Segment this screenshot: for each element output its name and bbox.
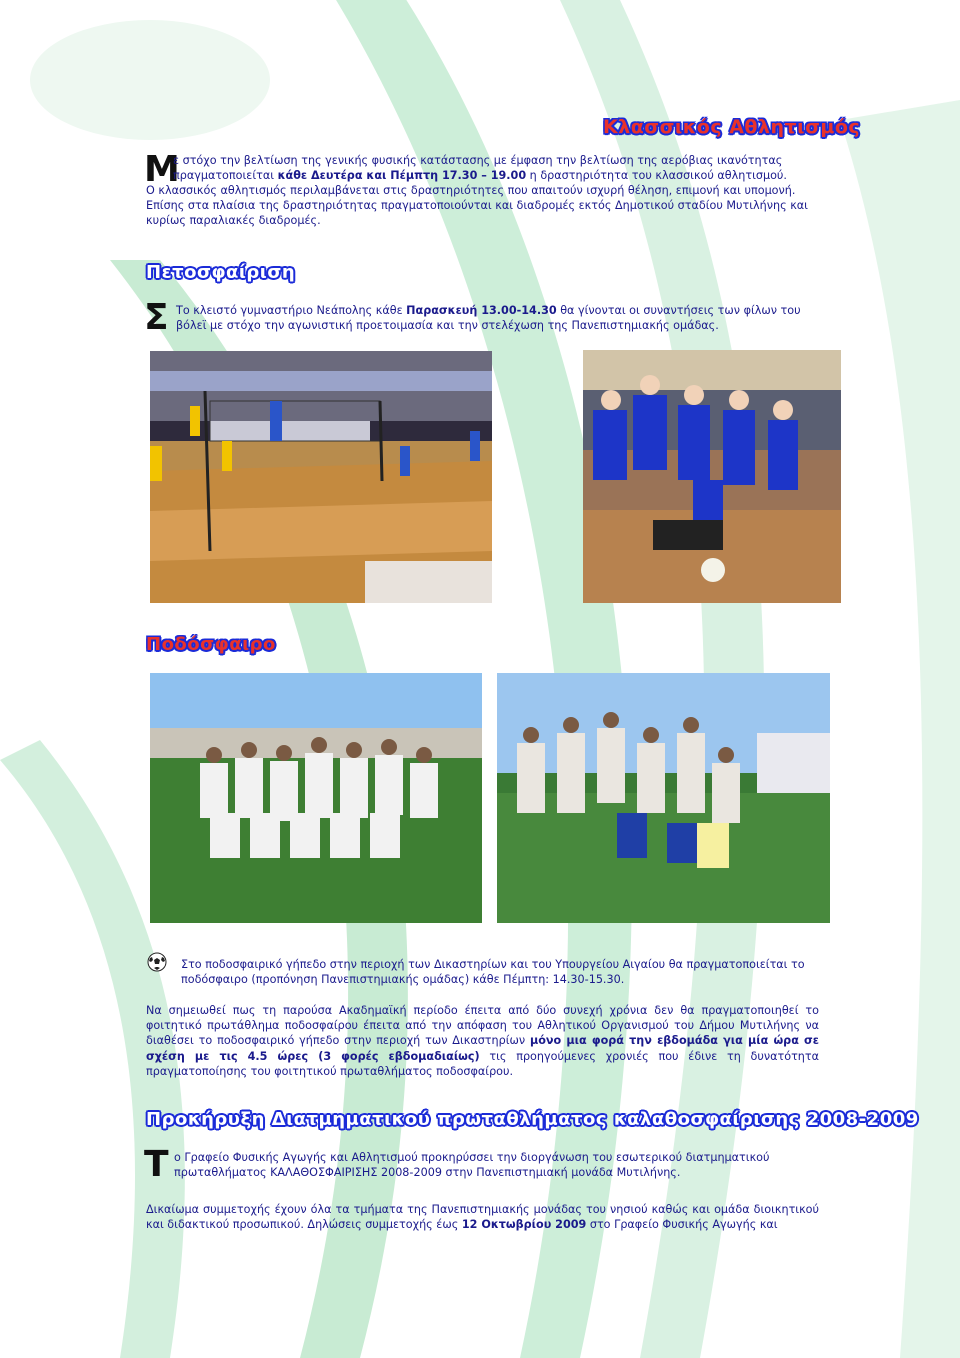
football-team-photo: [150, 673, 482, 923]
classic-paragraph-line2: πραγματοποιείται κάθε Δευτέρα και Πέμπτη 17.30 – 19.00 η δραστηριότητα του κλασσικού αθλητισμού.: [173, 169, 787, 182]
classic-paragraph-line5: κυρίως παραλιακές διαδρομές.: [146, 214, 321, 227]
volleyball-match-photo: [150, 351, 492, 603]
classic-paragraph-line3: Ο κλασσικός αθλητισμός περιλαμβάνεται στις δραστηριότητες που απαιτούν ισχυρή θέληση, επιμονή και υπομονή.: [146, 184, 796, 197]
basketball-paragraph-line1: ο Γραφείο Φυσικής Αγωγής και Αθλητισμού προκηρύσσει την διοργάνωση του εσωτερικού διατμηματικού: [174, 1151, 770, 1164]
classic-athletics-title: Κλασσικός Αθλητισμός: [603, 116, 861, 138]
football-celebration-photo: [497, 673, 830, 923]
basketball-title: Προκήρυξη Διατμηματικού πρωταθλήματος καλαθοσφαίρισης 2008-2009: [146, 1109, 919, 1130]
football-paragraph2: Να σημειωθεί πως τη παρούσα Ακαδημαϊκή περίοδο έπειτα από δύο συνεχή χρόνια δεν θα πραγματοποιηθεί το φοιτητικό πρωτάθλημα ποδοσφαίρου έπειτα από την απόφαση του Αθλητικού Οργανισμού του Δήμου Μυτιλήνης να διαθέσει το ποδοσφαιρικό γήπεδο στην περιοχή των Δικαστηρίων μόνο μια φορά την εβδομάδα για μία ώρα σε σχέση με τις 4.5 ώρες (3 φορές εβδομαδιαίως) τις προηγούμενες χρονιές που έδινε τη δυνατότητα πραγματοποίησης του φοιτητικού πρωταθλήματος ποδοσφαίρου.: [146, 1004, 820, 1078]
volleyball-paragraph-line1: Το κλειστό γυμναστήριο Νεάπολης κάθε Παρασκευή 13.00-14.30 θα γίνονται οι συναντήσεις των φίλων του: [176, 304, 801, 317]
soccer-ball-icon: [147, 952, 167, 972]
basketball-paragraph-line2: πρωταθλήματος ΚΑΛΑΘΟΣΦΑΙΡΙΣΗΣ 2008-2009 στην Πανεπιστημιακή μονάδα Μυτιλήνης.: [174, 1166, 681, 1179]
classic-dropcap: Μ: [144, 149, 180, 190]
volleyball-dropcap: Σ: [144, 297, 169, 338]
football-paragraph1-line2: ποδόσφαιρο (προπόνηση Πανεπιστημιακής ομάδας) κάθε Πέμπτη: 14.30-15.30.: [181, 973, 625, 986]
classic-paragraph-line4: Επίσης στα πλαίσια της δραστηριότητας πραγματοποιούνται και διαδρομές εκτός Δημοτικού σταδίου Μυτιλήνης και: [146, 199, 808, 212]
football-paragraph1-line1: Στο ποδοσφαιρικό γήπεδο στην περιοχή των Δικαστηρίων και του Υπουργείου Αιγαίου θα πραγματοποιείται το: [181, 958, 805, 971]
football-title: Ποδόσφαιρο: [146, 634, 276, 655]
basketball-dropcap: Τ: [144, 1144, 169, 1185]
volleyball-title: Πετοσφαίριση: [146, 262, 296, 283]
volleyball-paragraph-line2: βόλεϊ με στόχο την αγωνιστική προετοιμασία και την στελέχωση της Πανεπιστημιακής ομάδας.: [176, 319, 719, 332]
basketball-paragraph2: Δικαίωμα συμμετοχής έχουν όλα τα τμήματα της Πανεπιστημιακής μονάδας του νησιού καθώς και ομάδα διοικητικού και διδακτικού προσωπικού. Δηλώσεις συμμετοχής έως 12 Οκτωβρίου 2009 στο Γραφείο Φυσικής Αγωγής και: [146, 1203, 819, 1232]
volleyball-team-photo: [583, 350, 841, 603]
classic-paragraph-line1: ε στόχο την βελτίωση της γενικής φυσικής κατάστασης με έμφαση την βελτίωση της αερόβιας ικανότητας: [173, 154, 783, 167]
